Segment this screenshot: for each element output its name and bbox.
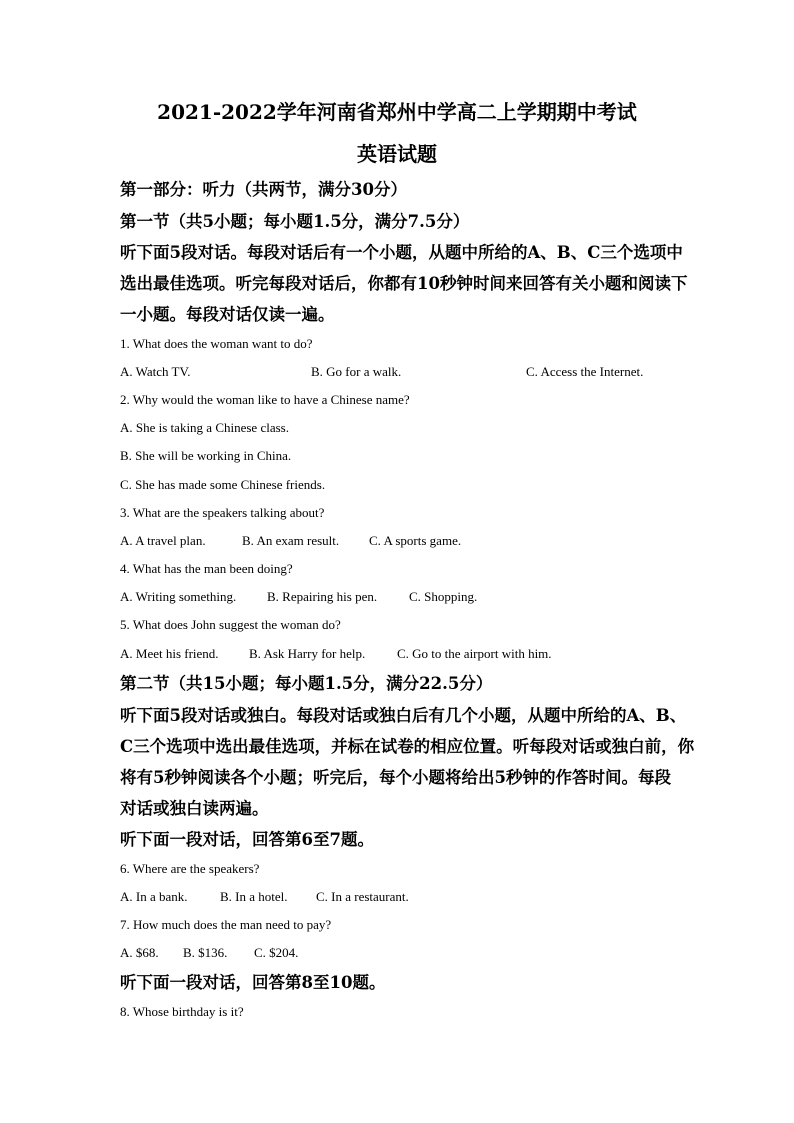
exam-title: 2021-2022学年河南省郑州中学高二上学期期中考试 <box>157 100 637 124</box>
question-6-option-c: C. In a restaurant. <box>316 889 409 904</box>
question-2-option-c: C. She has made some Chinese friends. <box>120 477 326 492</box>
question-7: 7. How much does the man need to pay? <box>120 917 332 932</box>
question-2: 2. Why would the woman like to have a Chinese name? <box>120 392 410 407</box>
section1-heading: 第一节（共5小题；每小题1.5分，满分7.5分） <box>120 212 470 231</box>
section1-instructions-line: 选出最佳选项。听完每段对话后，你都有10秒钟时间来回答有关小题和阅读下 <box>120 274 688 293</box>
question-1-option-b: B. Go for a walk. <box>311 364 402 379</box>
question-6-option-a: A. In a bank. <box>120 889 188 904</box>
question-5-option-a: A. Meet his friend. <box>120 646 219 661</box>
question-3-option-b: B. An exam result. <box>242 533 340 548</box>
question-3-option-a: A. A travel plan. <box>120 533 206 548</box>
section2-instructions-line: 对话或独白读两遍。 <box>120 799 269 818</box>
question-4-option-c: C. Shopping. <box>409 589 478 604</box>
question-5-option-c: C. Go to the airport with him. <box>397 646 552 661</box>
question-1-option-c: C. Access the Internet. <box>526 364 644 379</box>
exam-subtitle: 英语试题 <box>357 142 437 166</box>
question-3: 3. What are the speakers talking about? <box>120 505 325 520</box>
question-3-option-c: C. A sports game. <box>369 533 462 548</box>
question-4: 4. What has the man been doing? <box>120 561 293 576</box>
question-8: 8. Whose birthday is it? <box>120 1004 244 1019</box>
section2-instructions-line: 将有5秒钟阅读各个小题；听完后，每个小题将给出5秒钟的作答时间。每段 <box>120 768 671 787</box>
question-1: 1. What does the woman want to do? <box>120 336 313 351</box>
question-1-option-a: A. Watch TV. <box>120 364 191 379</box>
question-7-option-c: C. $204. <box>254 945 299 960</box>
question-6: 6. Where are the speakers? <box>120 861 260 876</box>
question-4-option-b: B. Repairing his pen. <box>267 589 378 604</box>
question-4-option-a: A. Writing something. <box>120 589 237 604</box>
section2-instructions-line: C三个选项中选出最佳选项，并标在试卷的相应位置。听每段对话或独白前，你 <box>120 737 695 756</box>
question-7-option-a: A. $68. <box>120 945 159 960</box>
group2-heading: 听下面一段对话，回答第8至10题。 <box>120 973 386 992</box>
section1-instructions-line: 听下面5段对话。每段对话后有一个小题，从题中所给的A、B、C三个选项中 <box>120 243 683 262</box>
section1-instructions-line: 一小题。每段对话仅读一遍。 <box>120 305 335 324</box>
section2-instructions-line: 听下面5段对话或独白。每段对话或独白后有几个小题，从题中所给的A、B、 <box>120 706 687 725</box>
question-6-option-b: B. In a hotel. <box>220 889 288 904</box>
question-2-option-b: B. She will be working in China. <box>120 448 292 463</box>
part1-heading: 第一部分：听力（共两节，满分30分） <box>120 180 407 199</box>
question-7-option-b: B. $136. <box>183 945 228 960</box>
question-2-option-a: A. She is taking a Chinese class. <box>120 420 289 435</box>
question-5-option-b: B. Ask Harry for help. <box>249 646 366 661</box>
question-5: 5. What does John suggest the woman do? <box>120 617 341 632</box>
group1-heading: 听下面一段对话，回答第6至7题。 <box>120 830 374 849</box>
section2-heading: 第二节（共15小题；每小题1.5分，满分22.5分） <box>120 674 493 693</box>
